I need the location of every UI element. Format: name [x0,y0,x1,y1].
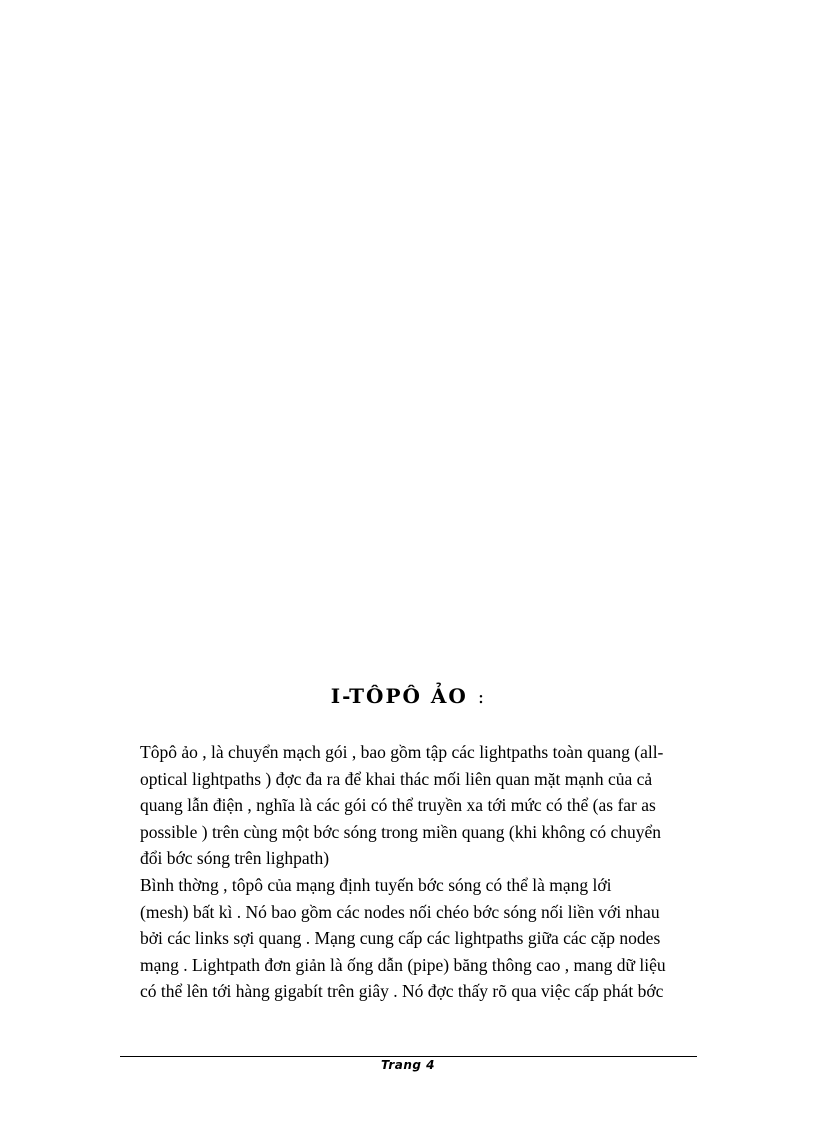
footer-divider [120,1056,697,1057]
paragraph-line: mạng . Lightpath đơn giản là ống dẫn (pipe) băng thông cao , mang dữ liệu [140,954,666,975]
paragraph-line: quang lẫn điện , nghĩa là các gói có thể truyền xa tới mức có thể (as far as [140,795,656,816]
paragraph-line: bởi các links sợi quang . Mạng cung cấp các lightpaths giữa các cặp nodes [140,928,661,949]
section-heading [0,684,816,708]
body-text [120,739,696,1005]
paragraph-line: Tôpô ảo , là chuyển mạch gói , bao gồm tập các lightpaths toàn quang (all- [140,742,664,762]
section-heading-title: I-TÔPÔ ẢO [330,684,468,708]
paragraph-line: có thể lên tới hàng gigabít trên giây . Nó đợc thấy rõ qua việc cấp phát bớc [140,981,664,1002]
paragraph-1 [120,739,696,872]
section-heading-colon: : [477,686,486,708]
paragraph-line: possible ) trên cùng một bớc sóng trong miền quang (khi không có chuyển [140,821,662,842]
page-number: Trang 4 [380,1058,436,1072]
paragraph-2 [120,872,696,1005]
paragraph-line: Bình thờng , tôpô của mạng định tuyến bớc sóng có thể là mạng lới [140,874,612,895]
paragraph-line: đổi bớc sóng trên lighpath) [140,848,330,869]
paragraph-line: optical lightpaths ) đợc đa ra để khai thác mối liên quan mặt mạnh của cả [140,768,653,789]
paragraph-line: (mesh) bất kì . Nó bao gồm các nodes nối chéo bớc sóng nối liền với nhau [140,901,660,922]
